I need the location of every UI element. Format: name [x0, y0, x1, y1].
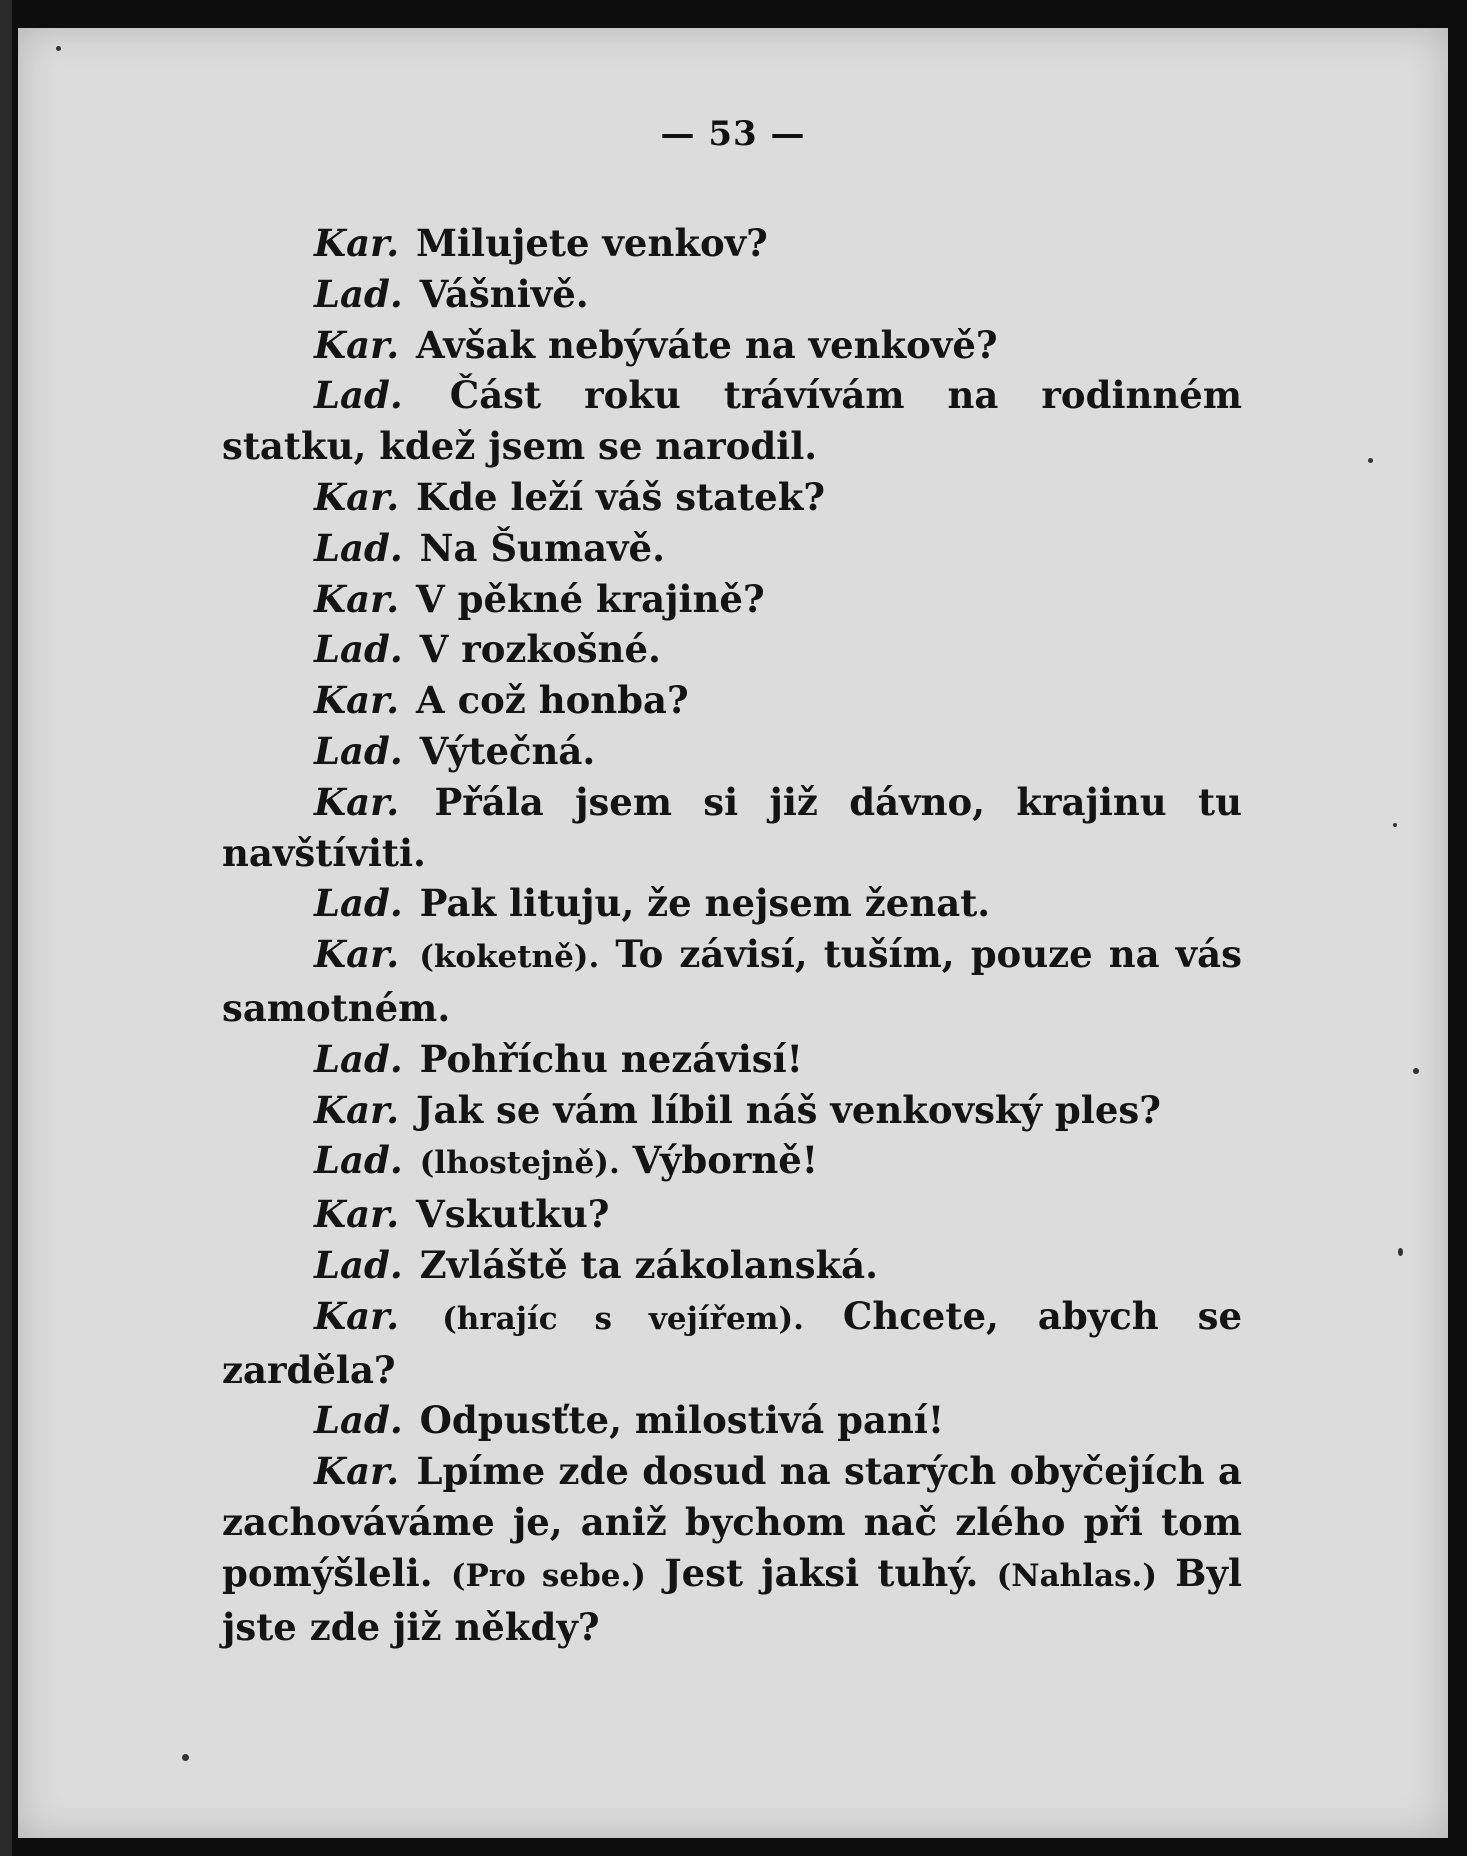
spoken-text: Kde leží váš statek? — [416, 474, 826, 519]
spoken-text: Část roku trávívám na rodinném statku, kdež jsem se narodil. — [222, 373, 1242, 469]
dialogue-line — [222, 624, 1242, 675]
speaker-label: Lad. — [314, 728, 403, 773]
dialogue-text — [222, 218, 1242, 1652]
dialogue-line — [222, 929, 1242, 1034]
dialogue-line — [222, 574, 1242, 625]
dialogue-line — [222, 1291, 1242, 1396]
spoken-text: V rozkošné. — [419, 627, 661, 672]
speaker-label: Lad. — [314, 373, 403, 418]
dialogue-line — [222, 1085, 1242, 1136]
page-number: — 53 — — [660, 114, 806, 154]
dialogue-line — [222, 726, 1242, 777]
speaker-label: Lad. — [314, 627, 403, 672]
speaker-label: Kar. — [314, 322, 400, 367]
spoken-text: A což honba? — [416, 678, 689, 723]
speaker-label: Lad. — [314, 1398, 403, 1443]
spoken-text: V pěkné krajině? — [416, 576, 765, 621]
stage-direction: (hrajíc s vejířem). — [442, 1300, 804, 1337]
speaker-label: Kar. — [314, 1192, 400, 1237]
speaker-label: Kar. — [314, 1293, 400, 1338]
stage-direction: (Nahlas.) — [996, 1557, 1157, 1594]
scan-speck — [1368, 458, 1373, 463]
dialogue-line — [222, 1395, 1242, 1446]
scan-speck — [1398, 1248, 1403, 1256]
speaker-label: Kar. — [314, 474, 400, 519]
spoken-text: Vášnivě. — [419, 271, 589, 316]
dialogue-line — [222, 472, 1242, 523]
speaker-label: Kar. — [314, 221, 400, 265]
speaker-label: Lad. — [314, 881, 403, 926]
stage-direction: (lhostejně). — [419, 1145, 620, 1182]
speaker-label: Kar. — [314, 932, 400, 977]
scan-left-edge — [0, 0, 12, 1856]
dialogue-line — [222, 1189, 1242, 1240]
scan-speck — [56, 46, 61, 51]
dialogue-line — [222, 218, 1242, 269]
dialogue-line — [222, 1135, 1242, 1189]
speaker-label: Lad. — [314, 1036, 403, 1081]
spoken-text: Přála jsem si již dávno, krajinu tu navštíviti. — [222, 779, 1242, 875]
spoken-text: Odpusťte, milostivá paní! — [419, 1398, 945, 1443]
dialogue-line — [222, 320, 1242, 371]
speaker-label: Lad. — [314, 1138, 403, 1183]
spoken-text: Jak se vám líbil náš venkovský ples? — [416, 1087, 1161, 1132]
spoken-text: Pohříchu nezávisí! — [419, 1036, 803, 1081]
spoken-text: Pak lituju, že nejsem ženat. — [419, 881, 991, 926]
speaker-label: Kar. — [314, 1449, 400, 1494]
spoken-text: Jest jaksi tuhý. — [645, 1550, 997, 1595]
speaker-label: Lad. — [314, 271, 403, 316]
spoken-text: Lpíme zde dosud na starých obyčejích a zachováváme je, aniž bychom nač zlého při tom pomýšleli. — [222, 1449, 1242, 1595]
dialogue-line — [222, 675, 1242, 726]
spoken-text: Zvláště ta zákolanská. — [419, 1242, 879, 1287]
spoken-text: Chcete, abych se zarděla? — [222, 1293, 1242, 1392]
book-page — [18, 28, 1448, 1838]
speaker-label: Lad. — [314, 1242, 403, 1287]
scan-speck — [1413, 1068, 1419, 1074]
dialogue-line — [222, 777, 1242, 879]
spoken-text: Avšak nebýváte na venkově? — [416, 322, 998, 367]
stage-direction: (koketně). — [419, 939, 600, 976]
scan-speck — [182, 1754, 189, 1761]
spoken-text: Milujete venkov? — [416, 221, 768, 265]
spoken-text: To závisí, tuším, pouze na vás samotném. — [222, 932, 1242, 1030]
scan-speck — [1393, 823, 1397, 827]
dialogue-line — [222, 269, 1242, 320]
spoken-text: Výborně! — [619, 1138, 819, 1183]
speaker-label: Kar. — [314, 678, 400, 723]
spoken-text: Byl jste zde již někdy? — [222, 1550, 1242, 1649]
speaker-label: Kar. — [314, 1087, 400, 1132]
speaker-label: Lad. — [314, 525, 403, 570]
spoken-text: Vskutku? — [416, 1192, 610, 1237]
speaker-label: Kar. — [314, 576, 400, 621]
spoken-text: Na Šumavě. — [419, 525, 665, 570]
stage-direction: (Pro sebe.) — [450, 1557, 646, 1594]
dialogue-line — [222, 523, 1242, 574]
dialogue-line — [222, 370, 1242, 472]
speaker-label: Kar. — [314, 779, 400, 824]
dialogue-line — [222, 1240, 1242, 1291]
dialogue-line — [222, 1446, 1242, 1652]
dialogue-line — [222, 1034, 1242, 1085]
spoken-text: Výtečná. — [419, 728, 596, 773]
dialogue-line — [222, 878, 1242, 929]
